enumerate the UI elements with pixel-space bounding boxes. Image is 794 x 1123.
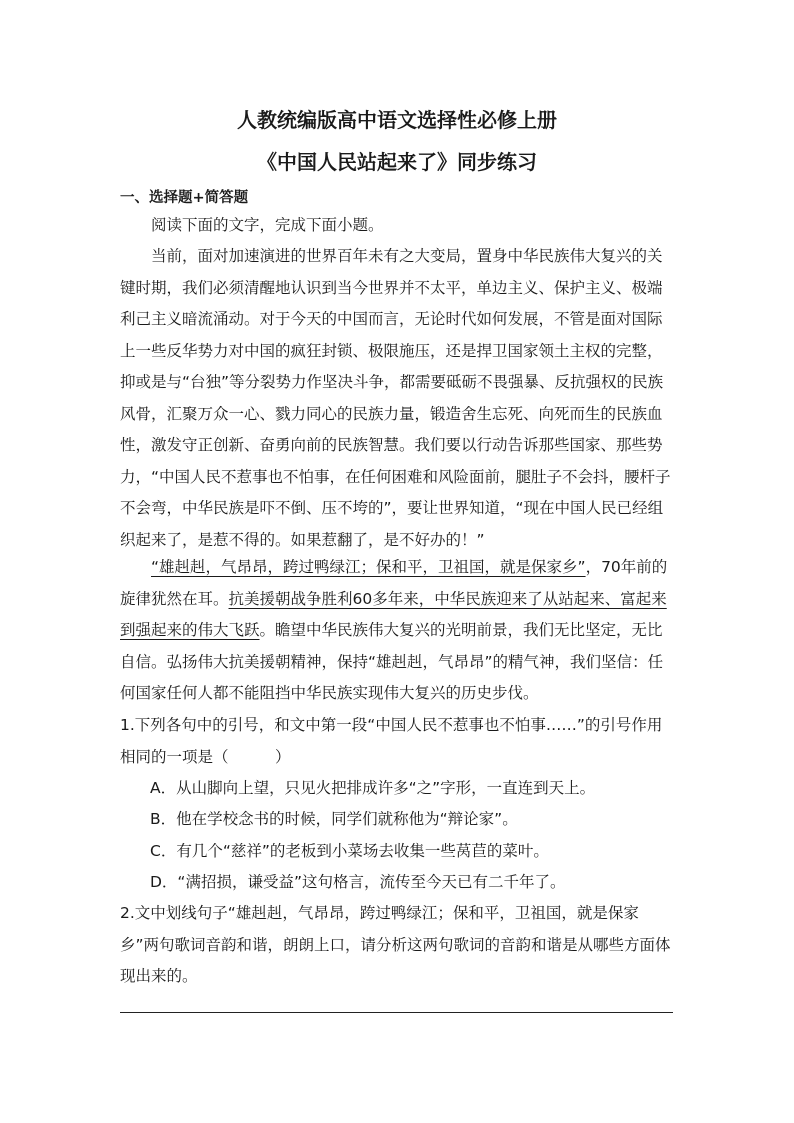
passage-paragraph-2 bbox=[120, 552, 676, 710]
reading-instruction: 阅读下面的文字，完成下面小题。 bbox=[151, 216, 384, 234]
underlined-sentence: 抗美援朝战争胜利60多年来，中华民族迎来了从站起来、富起来到强起来的伟大飞跃 bbox=[120, 589, 667, 639]
question-1-option-b: B．他在学校念书的时候，同学们就称他为“辩论家”。 bbox=[150, 810, 518, 828]
document-subtitle: 《中国人民站起来了》同步练习 bbox=[257, 150, 537, 174]
question-1-option-a: A．从山脚向上望，只见火把排成许多“之”字形，一直连到天上。 bbox=[150, 779, 596, 797]
answer-line bbox=[120, 1012, 673, 1013]
question-1-option-d: D．“满招损，谦受益”这句格言，流传至今天已有二千年了。 bbox=[150, 873, 566, 891]
question-1-stem: 1.下列各句中的引号，和文中第一段“中国人民不惹事也不怕事……”的引号作用相同的一项是（ ） bbox=[120, 716, 663, 766]
underlined-song-lyrics: “雄赳赳，气昂昂，跨过鸭绿江；保和平，卫祖国，就是保家乡” bbox=[151, 558, 586, 576]
question-1-option-c: C．有几个“慈祥”的老板到小菜场去收集一些莴苣的菜叶。 bbox=[150, 842, 549, 860]
question-2-stem: 2.文中划线句子“雄赳赳，气昂昂，跨过鸭绿江；保和平，卫祖国，就是保家乡”两句歌词音韵和谐，朗朗上口，请分析这两句歌词的音韵和谐是从哪些方面体现出来的。 bbox=[120, 904, 671, 985]
passage-text: ，70年前的旋律犹然在耳。 bbox=[120, 558, 668, 608]
section-heading: 一、选择题+简答题 bbox=[120, 190, 249, 206]
passage-text: 。瞻望中华民族伟大复兴的光明前景，我们无比坚定，无比自信。弘扬伟大抗美援朝精神，保持“雄赳赳，气昂昂”的精气神，我们坚信：任何国家任何人都不能阻挡中华民族实现伟大复兴的历史步伐。 bbox=[120, 621, 664, 702]
passage-paragraph-1: 当前，面对加速演进的世界百年未有之大变局，置身中华民族伟大复兴的关键时期，我们必须清醒地认识到当今世界并不太平，单边主义、保护主义、极端利己主义暗流涌动。对于今天的中国而言，无论时代如何发展，不管是面对国际上一些反华势力对中国的疯狂封锁、极限施压，还是捍卫国家领土主权的完整，抑或是与“台独”等分裂势力作坚决斗争，都需要砥砺不畏强暴、反抗强权的民族风骨，汇聚万众一心、戮力同心的民族力量，锻造舍生忘死、向死而生的民族血性，激发守正创新、奋勇向前的民族智慧。我们要以行动告诉那些国家、那些势力，“中国人民不惹事也不怕事，在任何困难和风险面前，腿肚子不会抖，腰杆子不会弯，中华民族是吓不倒、压不垮的”，要让世界知道，“现在中国人民已经组织起来了，是惹不得的。如果惹翻了，是不好办的！” bbox=[120, 247, 671, 549]
document-title: 人教统编版高中语文选择性必修上册 bbox=[237, 108, 557, 132]
